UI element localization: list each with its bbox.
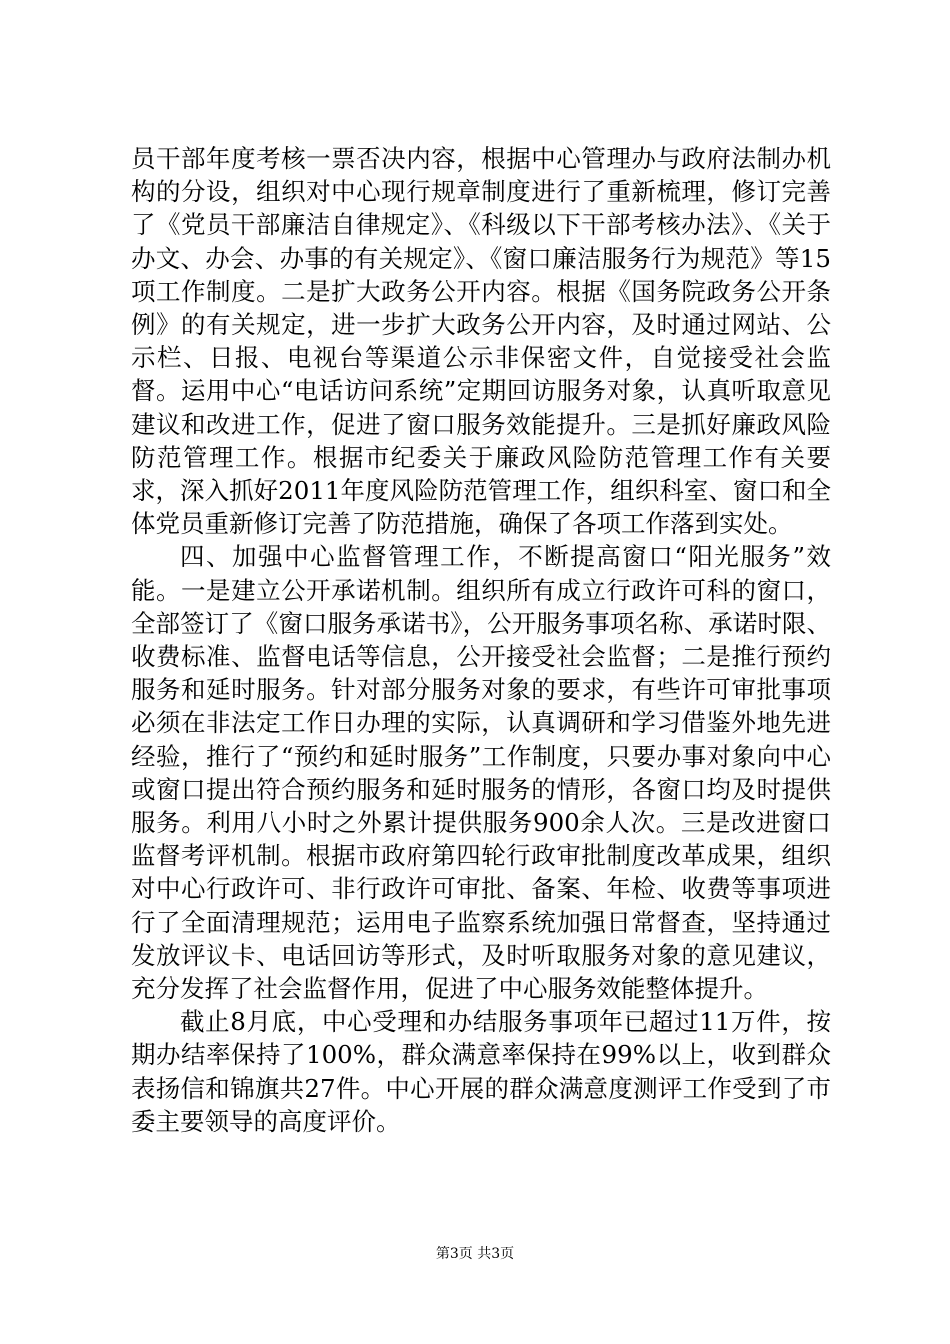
document-body <box>131 142 831 1138</box>
paragraph-2: 四、加强中心监督管理工作，不断提高窗口“阳光服务”效能。一是建立公开承诺机制。组织所有成立行政许可科的窗口，全部签订了《窗口服务承诺书》，公开服务事项名称、承诺时限、收费标准、监督电话等信息，公开接受社会监督；二是推行预约服务和延时服务。针对部分服务对象的要求，有些许可审批事项必须在非法定工作日办理的实际，认真调研和学习借鉴外地先进经验，推行了“预约和延时服务”工作制度，只要办事对象向中心或窗口提出符合预约服务和延时服务的情形，各窗口均及时提供服务。利用八小时之外累计提供服务900余人次。三是改进窗口监督考评机制。根据市政府第四轮行政审批制度改革成果，组织对中心行政许可、非行政许可审批、备案、年检、收费等事项进行了全面清理规范；运用电子监察系统加强日常督查，坚持通过发放评议卡、电话回访等形式，及时听取服务对象的意见建议，充分发挥了社会监督作用，促进了中心服务效能整体提升。 <box>131 542 831 1004</box>
paragraph-1: 员干部年度考核一票否决内容，根据中心管理办与政府法制办机构的分设，组织对中心现行规章制度进行了重新梳理，修订完善了《党员干部廉洁自律规定》、《科级以下干部考核办法》、《关于办文、办会、办事的有关规定》、《窗口廉洁服务行为规范》等15项工作制度。二是扩大政务公开内容。根据《国务院政务公开条例》的有关规定，进一步扩大政务公开内容，及时通过网站、公示栏、日报、电视台等渠道公示非保密文件，自觉接受社会监督。运用中心“电话访问系统”定期回访服务对象，认真听取意见建议和改进工作，促进了窗口服务效能提升。三是抓好廉政风险防范管理工作。根据市纪委关于廉政风险防范管理工作有关要求，深入抓好2011年度风险防范管理工作，组织科室、窗口和全体党员重新修订完善了防范措施，确保了各项工作落到实处。 <box>131 144 831 539</box>
page-footer: 第3页 共3页 <box>435 1246 515 1262</box>
paragraph-3: 截止8月底，中心受理和办结服务事项年已超过11万件，按期办结率保持了100%，群众满意率保持在99%以上，收到群众表扬信和锦旗共27件。中心开展的群众满意度测评工作受到了市委主要领导的高度评价。 <box>131 1007 831 1136</box>
